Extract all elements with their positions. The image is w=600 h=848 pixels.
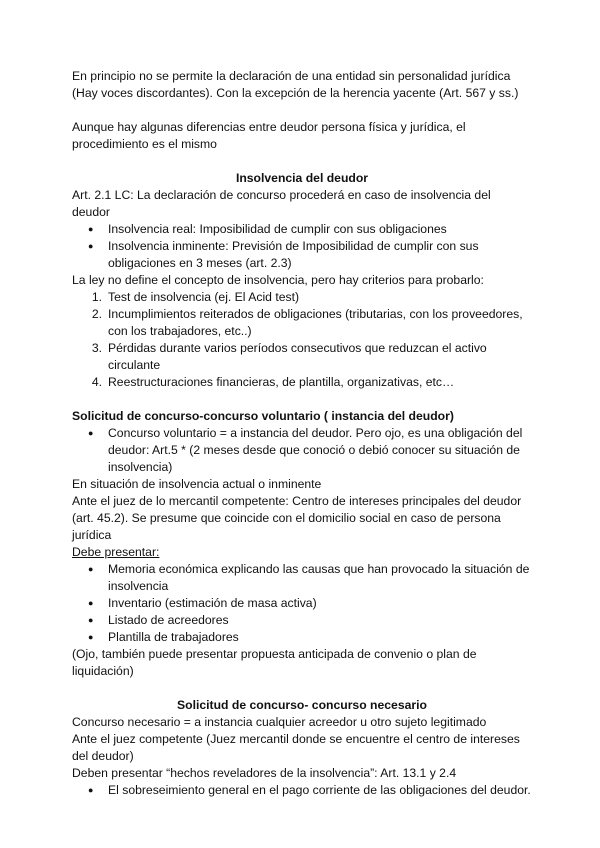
insolvencia-heading: Insolvencia del deudor [235,171,369,185]
list-item [72,340,532,374]
list-item: ● El sobreseimiento general en el pago corriente de las obligaciones del deudor. [72,782,532,799]
necesario-heading: Solicitud de concurso- concurso necesario [177,698,427,712]
list-text: Pérdidas durante varios períodos consecutivos que reduzcan el activo circulante [108,341,487,372]
list-text: Test de insolvencia (ej. El Acid test) [108,290,300,304]
list-item: ● Insolvencia inminente: Previsión de Imposibilidad de cumplir con sus obligaciones en 3 meses (art. 2.3) [72,238,532,272]
insolvencia-criteria-list [72,289,532,391]
list-item: ● Memoria económica explicando las causas que han provocado la situación de insolvencia [72,561,532,595]
list-number: 4. [91,375,102,389]
voluntario-situacion: En situación de insolvencia actual o inminente [72,477,322,491]
voluntario-list [72,425,532,476]
debe-presentar-label: Debe presentar: [72,545,160,559]
list-item [72,306,532,340]
list-item: ● Inventario (estimación de masa activa) [72,595,532,612]
necesario-line-3: Deben presentar “hechos reveladores de la insolvencia”: Art. 13.1 y 2.4 [72,766,457,780]
voluntario-docs-list [72,561,532,646]
list-item [72,289,532,306]
intro-paragraph-2: Aunque hay algunas diferencias entre deudor persona física y jurídica, el procedimiento es el mismo [72,120,466,151]
list-item [72,374,532,391]
insolvencia-ley: La ley no define el concepto de insolvencia, pero hay criterios para probarlo: [72,273,484,287]
insolvencia-types-list [72,221,532,272]
list-item: ● Insolvencia real: Imposibilidad de cumplir con sus obligaciones [72,221,532,238]
voluntario-juez: Ante el juez de lo mercantil competente: Centro de intereses principales del deudor (art. 45.2). Se presume que coincide con el domicilio social en caso de persona jurídica [72,494,522,542]
insolvencia-art: Art. 2.1 LC: La declaración de concurso procederá en caso de insolvencia del deudor [72,188,491,219]
voluntario-ojo: (Ojo, también puede presentar propuesta anticipada de convenio o plan de liquidación) [72,647,477,678]
document-page [72,68,532,799]
list-item: ● Plantilla de trabajadores [72,629,532,646]
necesario-list [72,782,532,799]
list-item: ● Concurso voluntario = a instancia del deudor. Pero ojo, es una obligación del deudor: Art.5 * (2 meses desde que conoció o debió conocer su situación de insolvencia) [72,425,532,476]
list-text: Incumplimientos reiterados de obligaciones (tributarias, con los proveedores, con los trabajadores, etc..) [108,307,523,338]
intro-paragraph-1: En principio no se permite la declaración de una entidad sin personalidad jurídica (Hay voces discordantes). Con la excepción de la herencia yacente (Art. 567 y ss.) [72,69,519,100]
list-text: Reestructuraciones financieras, de plantilla, organizativas, etc… [108,375,455,389]
list-number: 3. [91,341,102,355]
list-number: 1. [91,290,102,304]
list-item: ● Listado de acreedores [72,612,532,629]
necesario-line-1: Concurso necesario = a instancia cualquier acreedor u otro sujeto legitimado [72,715,487,729]
list-number: 2. [91,307,102,321]
necesario-line-2: Ante el juez competente (Juez mercantil donde se encuentre el centro de intereses del deudor) [72,732,520,763]
voluntario-heading: Solicitud de concurso-concurso voluntario ( instancia del deudor) [72,409,454,423]
